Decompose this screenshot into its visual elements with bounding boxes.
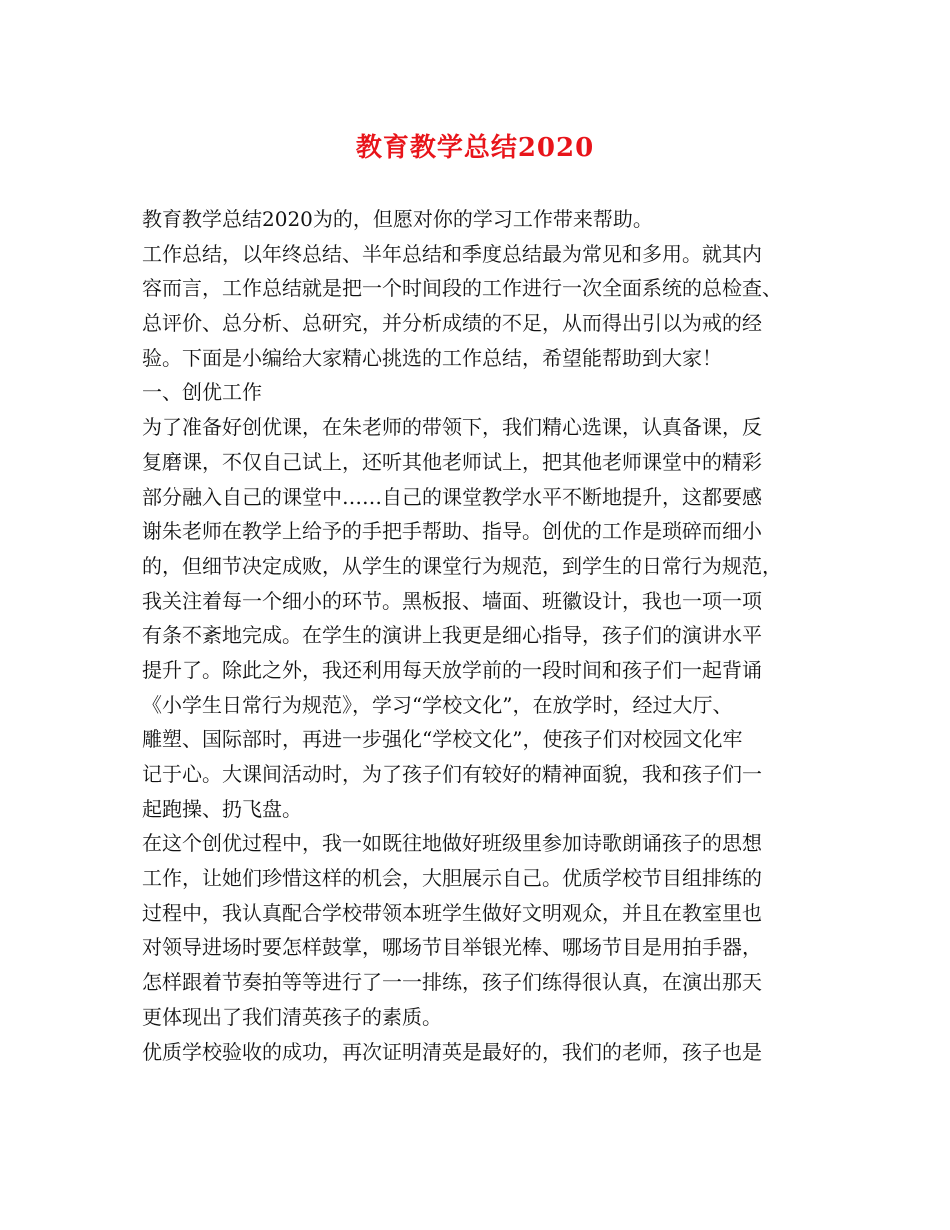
- text-line: 工作总结，以年终总结、半年总结和季度总结最为常见和多用。就其内: [142, 241, 762, 266]
- text-line: 验。下面是小编给大家精心挑选的工作总结，希望能帮助到大家！: [142, 345, 722, 370]
- text-line: 我关注着每一个细小的环节。黑板报、墙面、班徽设计，我也一项一项: [142, 588, 762, 613]
- text-line: 过程中，我认真配合学校带领本班学生做好文明观众，并且在教室里也: [142, 900, 762, 925]
- text-line: 的，但细节决定成败，从学生的课堂行为规范，到学生的日常行为规范，: [142, 553, 782, 578]
- text-line: 在这个创优过程中，我一如既往地做好班级里参加诗歌朗诵孩子的思想: [142, 831, 762, 856]
- text-line: 有条不紊地完成。在学生的演讲上我更是细心指导，孩子们的演讲水平: [142, 623, 762, 648]
- text-line: 为了准备好创优课，在朱老师的带领下，我们精心选课，认真备课，反: [142, 415, 762, 440]
- document-title: 教育教学总结2020: [355, 133, 595, 163]
- text-line: 提升了。除此之外，我还利用每天放学前的一段时间和孩子们一起背诵: [142, 657, 762, 682]
- text-line: 雕塑、国际部时，再进一步强化“学校文化”，使孩子们对校园文化牢: [142, 727, 743, 752]
- text-line: 复磨课，不仅自己试上，还听其他老师试上，把其他老师课堂中的精彩: [142, 449, 762, 474]
- text-line: 容而言，工作总结就是把一个时间段的工作进行一次全面系统的总检查、: [142, 276, 782, 301]
- text-line: 记于心。大课间活动时，为了孩子们有较好的精神面貌，我和孩子们一: [142, 762, 762, 786]
- text-line: 谢朱老师在教学上给予的手把手帮助、指导。创优的工作是琐碎而细小: [142, 519, 762, 544]
- text-line: 总评价、总分析、总研究，并分析成绩的不足，从而得出引以为戒的经: [142, 311, 762, 336]
- text-line: 起跑操、扔飞盘。: [142, 796, 302, 821]
- text-line: 工作，让她们珍惜这样的机会，大胆展示自己。优质学校节目组排练的: [142, 866, 762, 891]
- text-line: 对领导进场时要怎样鼓掌，哪场节目举银光棒、哪场节目是用拍手器，: [142, 935, 762, 960]
- text-line: 部分融入自己的课堂中……自己的课堂教学水平不断地提升，这都要感: [142, 484, 762, 509]
- section-heading: 一、创优工作: [142, 380, 262, 405]
- text-line: 怎样跟着节奏拍等等进行了一一排练，孩子们练得很认真，在演出那天: [142, 970, 762, 995]
- document-body: [142, 202, 822, 1069]
- text-line: 教育教学总结2020为的，但愿对你的学习工作带来帮助。: [142, 207, 653, 231]
- text-line: 《小学生日常行为规范》，学习“学校文化”，在放学时，经过大厅、: [142, 692, 733, 717]
- text-line: 优质学校验收的成功，再次证明清英是最好的，我们的老师，孩子也是: [142, 1039, 762, 1064]
- text-line: 更体现出了我们清英孩子的素质。: [142, 1004, 442, 1029]
